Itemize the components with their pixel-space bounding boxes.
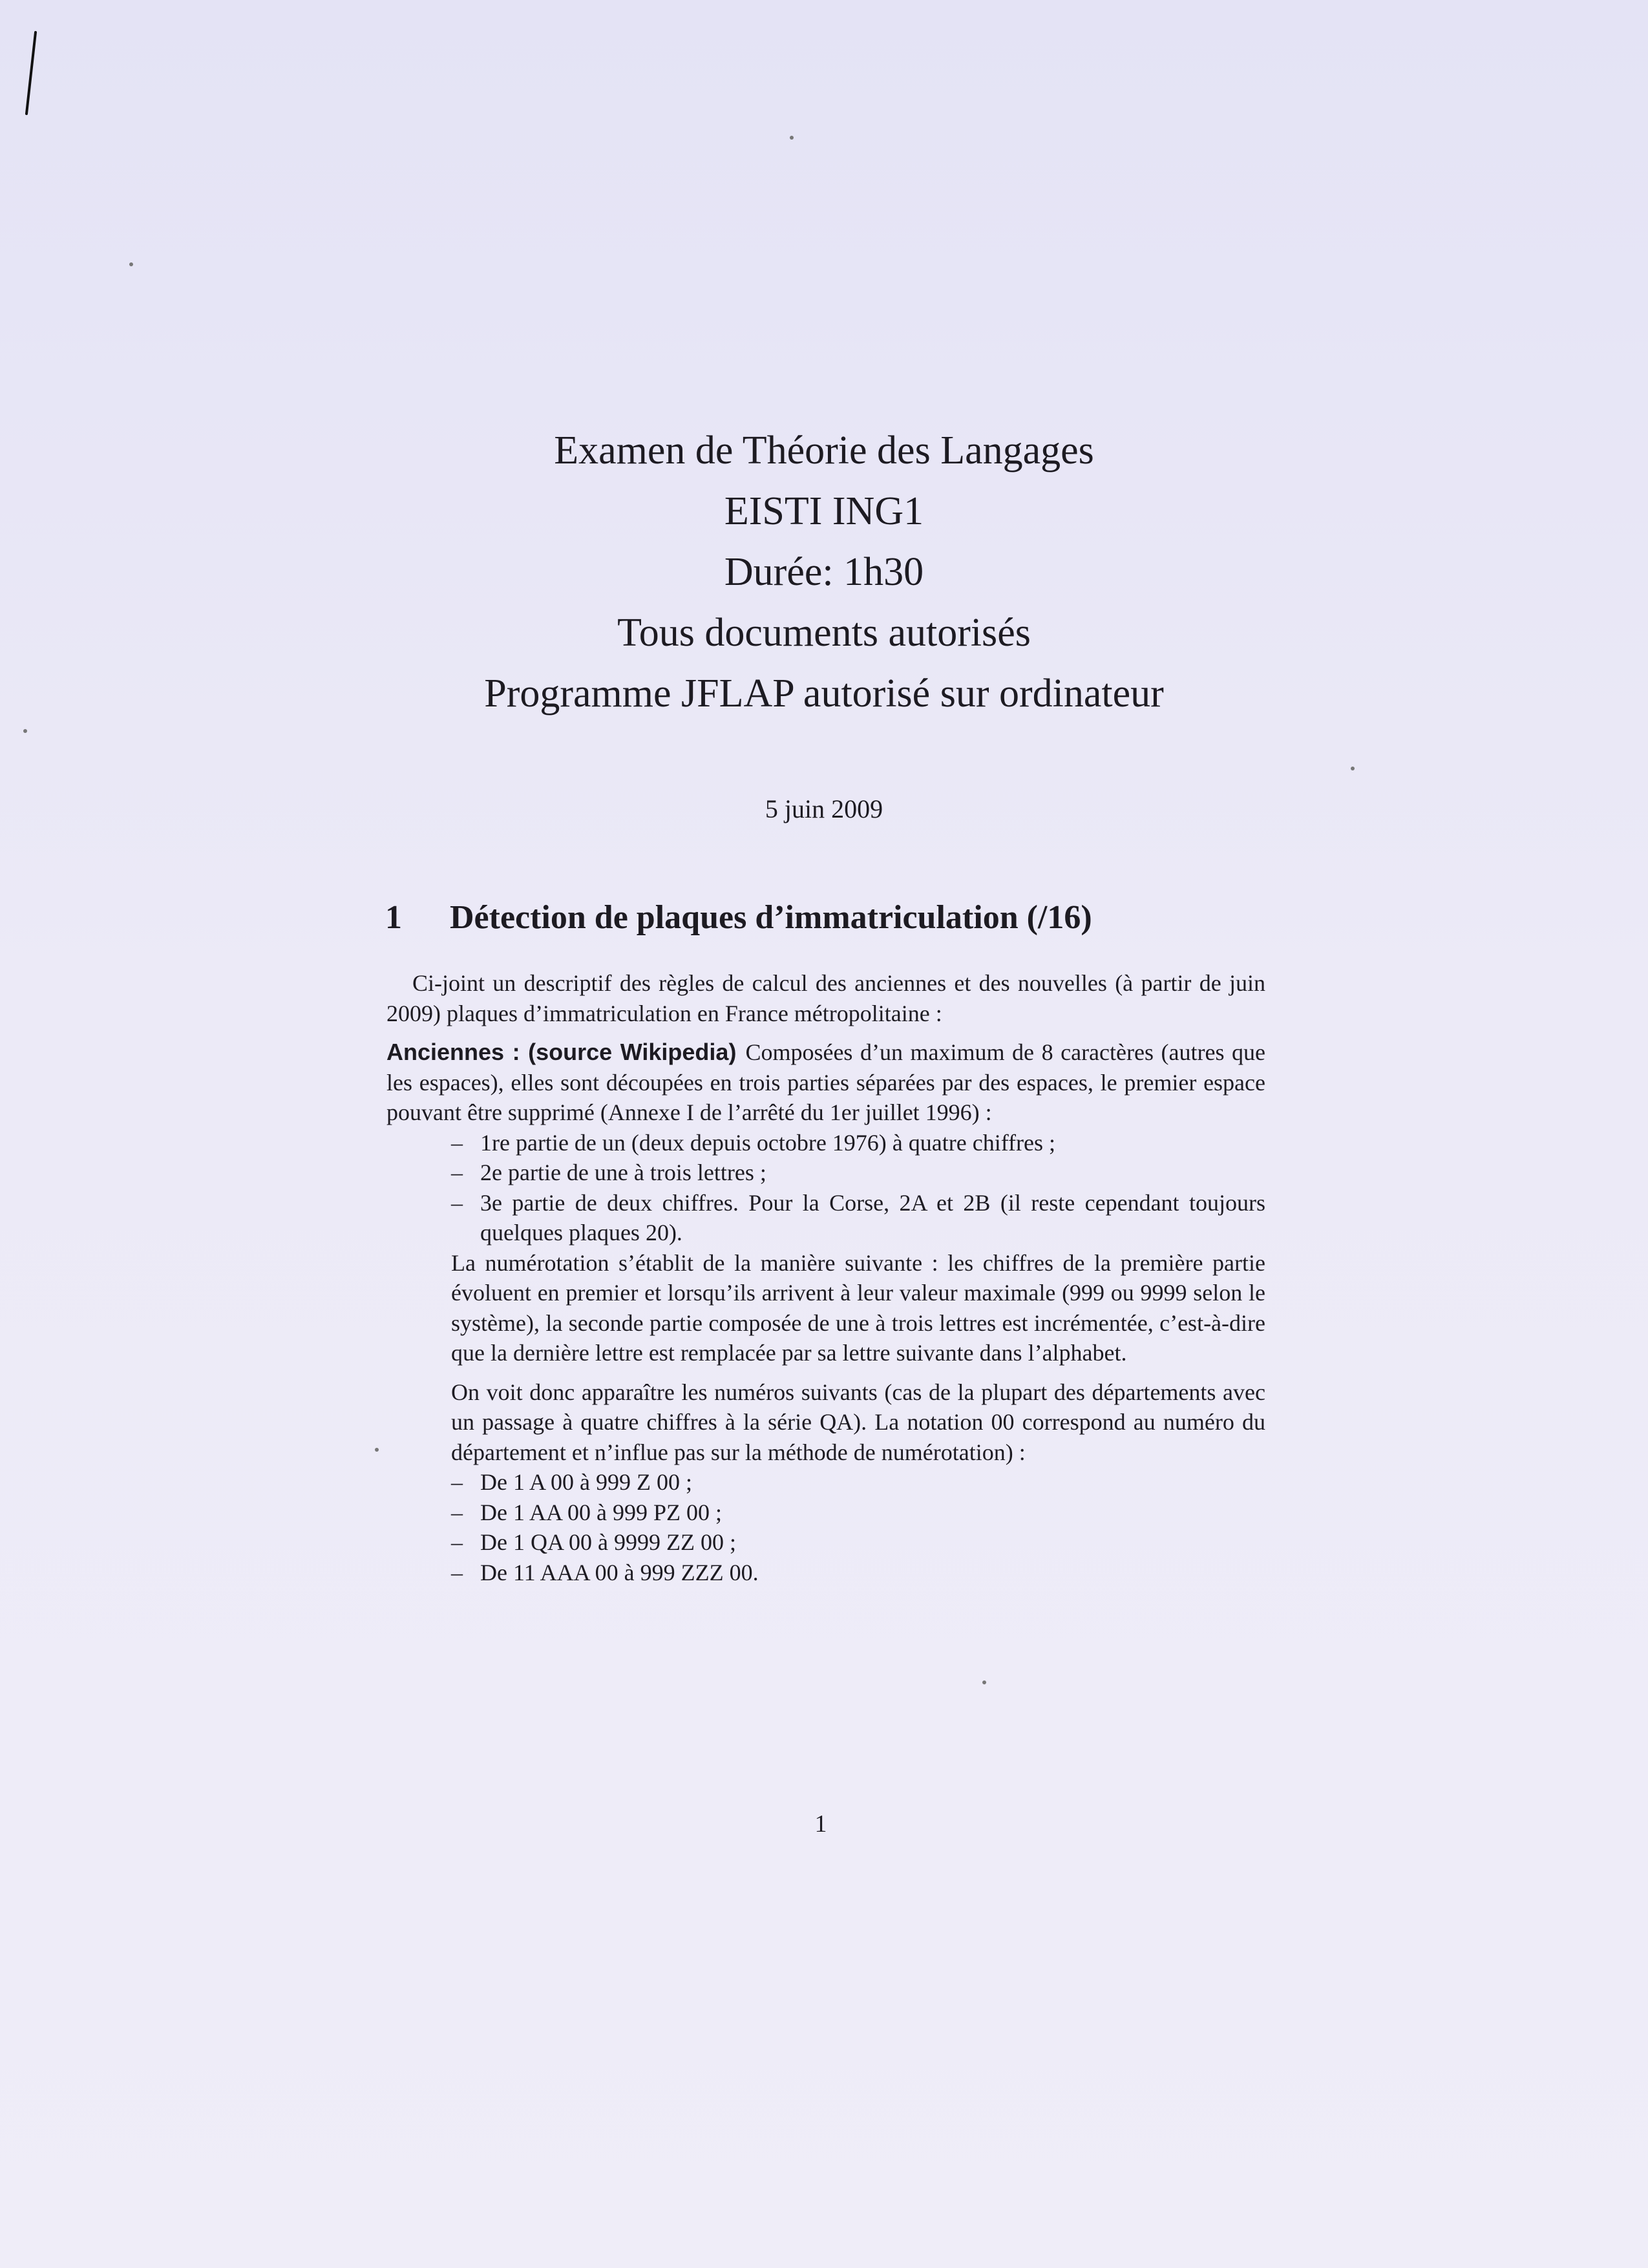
list-item: – De 1 AA 00 à 999 PZ 00 ; — [451, 1498, 1265, 1528]
section-body — [386, 968, 1265, 1587]
plate-parts-list — [451, 1128, 1265, 1248]
anciennes-description: Composées d’un maximum de 8 caractères (autres que les espaces), elles sont découpées en trois parties séparées par des espaces, le premier espace pouvant être supprimé (Annexe I de l’arrêté du 1er juillet 1996) : — [386, 1039, 1265, 1125]
exam-date: 5 juin 2009 — [765, 794, 883, 823]
section-number: 1 — [385, 899, 402, 936]
series-list — [451, 1467, 1265, 1587]
exam-header — [362, 420, 1286, 724]
exam-class: EISTI ING1 — [724, 489, 924, 533]
anciennes-details — [451, 1128, 1265, 1588]
anciennes-term: Anciennes : (source Wikipedia) — [386, 1039, 737, 1065]
scan-speck — [790, 136, 794, 140]
section-title: Détection de plaques d’immatriculation (/16) — [450, 899, 1092, 936]
list-item: – 2e partie de une à trois lettres ; — [451, 1158, 1265, 1188]
list-item: – De 1 A 00 à 999 Z 00 ; — [451, 1467, 1265, 1498]
scan-speck — [23, 729, 27, 733]
list-item: – 3e partie de deux chiffres. Pour la Corse, 2A et 2B (il reste cependant toujours quelques plaques 20). — [451, 1188, 1265, 1248]
apparition-paragraph: On voit donc apparaître les numéros suivants (cas de la plupart des départements avec un passage à quatre chiffres à la série QA). La notation 00 correspond au numéro du département et n’influe pas sur la méthode de numérotation) : — [451, 1379, 1265, 1465]
exam-title: Examen de Théorie des Langages — [554, 429, 1094, 472]
list-item: – De 11 AAA 00 à 999 ZZZ 00. — [451, 1558, 1265, 1588]
list-item: – 1re partie de un (deux depuis octobre 1976) à quatre chiffres ; — [451, 1128, 1265, 1158]
exam-documents: Tous documents autorisés — [617, 611, 1031, 655]
list-item: – De 1 QA 00 à 9999 ZZ 00 ; — [451, 1527, 1265, 1558]
section-heading — [385, 898, 1290, 937]
anciennes-definition — [386, 1037, 1265, 1128]
exam-software: Programme JFLAP autorisé sur ordinateur — [484, 672, 1164, 715]
page-number: 1 — [814, 1810, 827, 1838]
exam-duration: Durée: 1h30 — [724, 550, 924, 594]
numerotation-paragraph: La numérotation s’établit de la manière suivante : les chiffres de la première partie évoluent en premier et lorsqu’ils arrivent à leur valeur maximale (999 ou 9999 selon le système), la seconde partie composée de une à trois lettres est incrémentée, c’est-à-dire que la dernière lettre est remplacée par sa lettre suivante dans l’alphabet. — [451, 1249, 1265, 1366]
intro-paragraph: Ci-joint un descriptif des règles de calcul des anciennes et des nouvelles (à partir de juin 2009) plaques d’immatriculation en France métropolitaine : — [386, 970, 1265, 1026]
scan-speck — [982, 1680, 986, 1684]
scan-speck — [375, 1448, 379, 1452]
pen-mark — [25, 31, 37, 115]
show-through — [381, 333, 1280, 363]
scan-speck — [129, 262, 133, 266]
scan-speck — [1351, 767, 1355, 770]
